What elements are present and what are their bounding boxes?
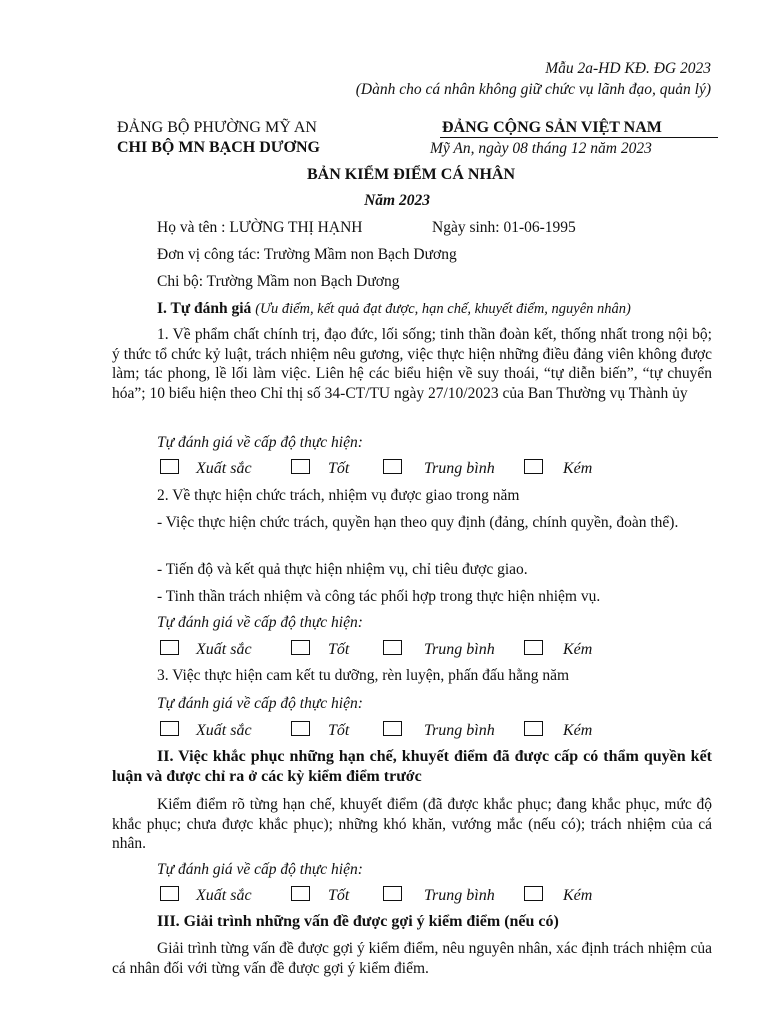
checkbox-kem[interactable] bbox=[524, 459, 543, 474]
name-line: Họ và tên : LƯỜNG THỊ HẠNH bbox=[157, 219, 363, 236]
option-label-tot: Tốt bbox=[328, 722, 350, 739]
section1-heading-line bbox=[157, 300, 631, 318]
rating-prompt-4: Tự đánh giá về cấp độ thực hiện: bbox=[157, 861, 363, 878]
option-label-xuat-sac: Xuất sắc bbox=[196, 641, 252, 658]
checkbox-trung-binh[interactable] bbox=[383, 640, 402, 655]
checkbox-xuat-sac[interactable] bbox=[160, 640, 179, 655]
section1-item2: 2. Về thực hiện chức trách, nhiệm vụ được giao trong năm bbox=[157, 487, 520, 504]
section1-heading-note: (Ưu điểm, kết quả đạt được, hạn chế, khuyết điểm, nguyên nhân) bbox=[255, 301, 631, 317]
option-label-kem: Kém bbox=[563, 722, 593, 739]
option-label-xuat-sac: Xuất sắc bbox=[196, 887, 252, 904]
cell-line: Chi bộ: Trường Mầm non Bạch Dương bbox=[157, 273, 400, 290]
section3-heading: III. Giải trình những vấn đề được gợi ý kiểm điểm (nếu có) bbox=[157, 913, 559, 930]
section2-body: Kiểm điểm rõ từng hạn chế, khuyết điểm (đã được khắc phục; đang khắc phục, mức độ khắc phục; chưa được khắc phục); những khó khăn, vướng mắc (nếu có); trách nhiệm của cá nhân. bbox=[112, 796, 712, 852]
section1-item3: 3. Việc thực hiện cam kết tu dưỡng, rèn luyện, phấn đấu hằng năm bbox=[157, 667, 570, 684]
option-label-tot: Tốt bbox=[328, 460, 350, 477]
section3-body: Giải trình từng vấn đề được gợi ý kiểm điểm, nêu nguyên nhân, xác định trách nhiệm của cá nhân đối với từng vấn đề được gợi ý kiểm điểm. bbox=[112, 940, 712, 977]
rating-prompt-2: Tự đánh giá về cấp độ thực hiện: bbox=[157, 614, 363, 631]
section2-heading: II. Việc khắc phục những hạn chế, khuyết điểm đã được cấp có thẩm quyền kết luận và được chỉ ra ở các kỳ kiểm điểm trước bbox=[112, 748, 712, 785]
option-label-tot: Tốt bbox=[328, 641, 350, 658]
option-label-kem: Kém bbox=[563, 460, 593, 477]
party-name: ĐẢNG CỘNG SẢN VIỆT NAM bbox=[442, 119, 662, 136]
section1-item2-a: - Việc thực hiện chức trách, quyền hạn theo quy định (đảng, chính quyền, đoàn thể). bbox=[157, 514, 679, 531]
option-label-xuat-sac: Xuất sắc bbox=[196, 722, 252, 739]
party-cell: CHI BỘ MN BẠCH DƯƠNG bbox=[117, 139, 320, 156]
checkbox-trung-binh[interactable] bbox=[383, 459, 402, 474]
section1-heading: I. Tự đánh giá bbox=[157, 300, 252, 317]
rating-prompt-3: Tự đánh giá về cấp độ thực hiện: bbox=[157, 695, 363, 712]
document-title: BẢN KIỂM ĐIỂM CÁ NHÂN bbox=[307, 166, 515, 183]
checkbox-kem[interactable] bbox=[524, 721, 543, 736]
checkbox-trung-binh[interactable] bbox=[383, 886, 402, 901]
form-note: (Dành cho cá nhân không giữ chức vụ lãnh đạo, quản lý) bbox=[355, 81, 711, 98]
checkbox-kem[interactable] bbox=[524, 886, 543, 901]
form-code: Mẫu 2a-HD KĐ. ĐG 2023 bbox=[545, 60, 711, 77]
checkbox-tot[interactable] bbox=[291, 640, 310, 655]
party-name-underline bbox=[440, 137, 718, 138]
rating-row-2 bbox=[158, 640, 718, 660]
checkbox-tot[interactable] bbox=[291, 886, 310, 901]
section1-item2-c: - Tinh thần trách nhiệm và công tác phối hợp trong thực hiện nhiệm vụ. bbox=[157, 588, 601, 605]
document-year: Năm 2023 bbox=[364, 192, 430, 209]
checkbox-tot[interactable] bbox=[291, 459, 310, 474]
option-label-trung-binh: Trung bình bbox=[424, 887, 495, 904]
option-label-kem: Kém bbox=[563, 641, 593, 658]
checkbox-xuat-sac[interactable] bbox=[160, 886, 179, 901]
checkbox-tot[interactable] bbox=[291, 721, 310, 736]
unit-line: Đơn vị công tác: Trường Mầm non Bạch Dương bbox=[157, 246, 457, 263]
option-label-tot: Tốt bbox=[328, 887, 350, 904]
option-label-trung-binh: Trung bình bbox=[424, 722, 495, 739]
place-date: Mỹ An, ngày 08 tháng 12 năm 2023 bbox=[430, 140, 652, 157]
checkbox-xuat-sac[interactable] bbox=[160, 459, 179, 474]
option-label-kem: Kém bbox=[563, 887, 593, 904]
rating-row-4 bbox=[158, 886, 718, 906]
rating-row-1 bbox=[158, 459, 718, 479]
checkbox-xuat-sac[interactable] bbox=[160, 721, 179, 736]
party-committee: ĐẢNG BỘ PHƯỜNG MỸ AN bbox=[117, 119, 317, 136]
checkbox-kem[interactable] bbox=[524, 640, 543, 655]
section1-item2-b: - Tiến độ và kết quả thực hiện nhiệm vụ, chỉ tiêu được giao. bbox=[157, 561, 528, 578]
rating-prompt-1: Tự đánh giá về cấp độ thực hiện: bbox=[157, 434, 363, 451]
option-label-trung-binh: Trung bình bbox=[424, 641, 495, 658]
checkbox-trung-binh[interactable] bbox=[383, 721, 402, 736]
dob-line: Ngày sinh: 01-06-1995 bbox=[432, 219, 576, 236]
option-label-trung-binh: Trung bình bbox=[424, 460, 495, 477]
rating-row-3 bbox=[158, 721, 718, 741]
option-label-xuat-sac: Xuất sắc bbox=[196, 460, 252, 477]
section1-item1: 1. Về phẩm chất chính trị, đạo đức, lối sống; tinh thần đoàn kết, thống nhất trong nội bộ; ý thức tổ chức kỷ luật, trách nhiệm nêu gương, việc thực hiện những điều đảng viên không được làm; tác phong, lề lối làm việc. Liên hệ các biểu hiện về suy thoái, “tự diễn biến”, “tự chuyển hóa”; 10 biểu hiện theo Chỉ thị số 34-CT/TU ngày 27/10/2023 của Ban Thường vụ Thành ủy bbox=[112, 326, 712, 402]
